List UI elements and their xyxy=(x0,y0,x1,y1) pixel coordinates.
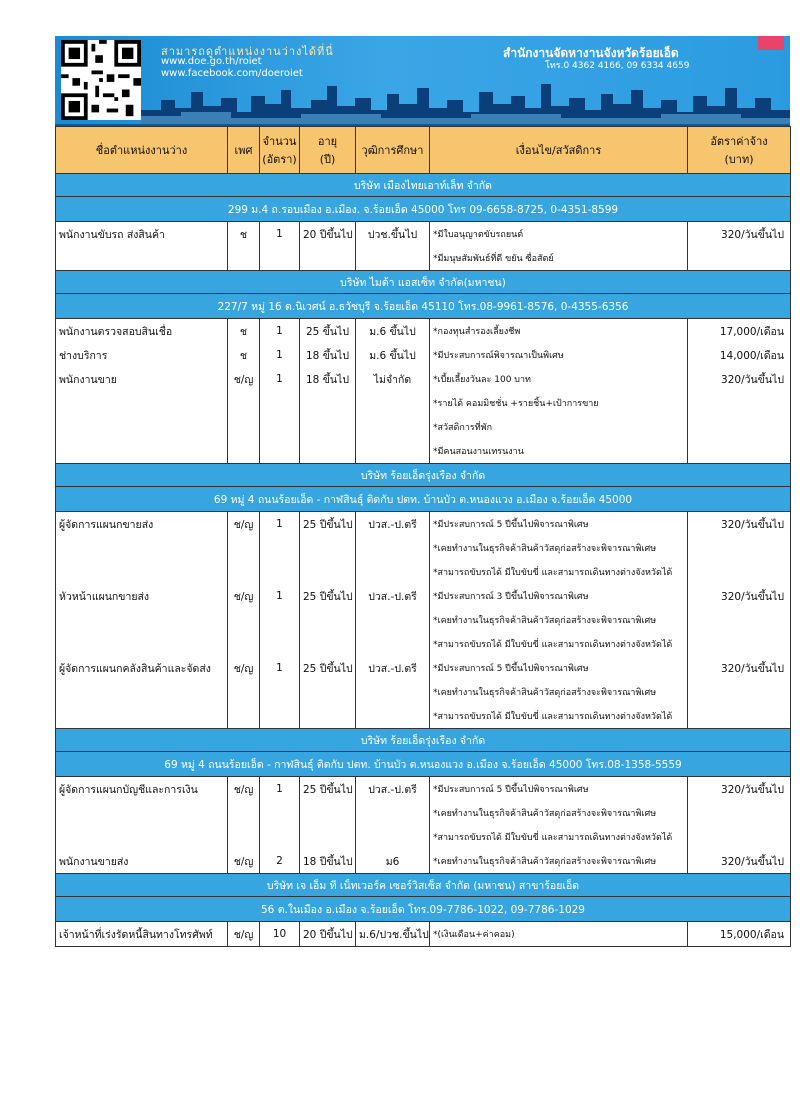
cell-education xyxy=(356,632,430,656)
cell-age: 18 ปีขึ้นไป xyxy=(300,849,356,874)
cell-position: เจ้าหน้าที่เร่งรัดหนี้สินทางโทรศัพท์ xyxy=(56,922,228,947)
cell-sex: ช/ญ xyxy=(228,367,260,391)
header-sex: เพศ xyxy=(228,127,260,174)
cell-age: 18 ขึ้นไป xyxy=(300,367,356,391)
company-name: บริษัท ไมด้า แอสเซ็ท จำกัด(มหาชน) xyxy=(56,271,791,294)
cell-benefit: *มีคนสอนงานเทรนงาน xyxy=(430,439,688,464)
cell-age xyxy=(300,439,356,464)
header-count: จำนวน (อัตรา) xyxy=(260,127,300,174)
cell-age xyxy=(300,704,356,729)
cell-count xyxy=(260,415,300,439)
cell-age xyxy=(300,632,356,656)
cell-wage: 320/วันขึ้นไป xyxy=(688,777,791,802)
company-address-row xyxy=(56,487,791,512)
company-address: 56 ต.ในเมือง อ.เมือง จ.ร้อยเอ็ด โทร.09-7786-1022, 09-7786-1029 xyxy=(56,897,791,922)
cell-position: หัวหน้าแผนกขายส่ง xyxy=(56,584,228,608)
table-row xyxy=(56,222,791,247)
header-benefits: เงื่อนไข/สวัสดิการ xyxy=(430,127,688,174)
cell-position: ผู้จัดการแผนกขายส่ง xyxy=(56,512,228,537)
table-row xyxy=(56,632,791,656)
cell-sex xyxy=(228,439,260,464)
cell-education: ม.6 ขึ้นไป xyxy=(356,343,430,367)
table-header xyxy=(56,127,791,174)
table-row xyxy=(56,656,791,680)
table-row xyxy=(56,367,791,391)
cell-sex xyxy=(228,632,260,656)
table-row xyxy=(56,584,791,608)
cell-count: 10 xyxy=(260,922,300,947)
cell-count xyxy=(260,560,300,584)
cell-count: 1 xyxy=(260,777,300,802)
cell-education xyxy=(356,415,430,439)
cell-benefit: *มีประสบการณ์พิจารณาเป็นพิเศษ xyxy=(430,343,688,367)
cell-wage xyxy=(688,704,791,729)
cell-sex: ช xyxy=(228,319,260,344)
cell-count: 1 xyxy=(260,584,300,608)
cell-sex xyxy=(228,536,260,560)
cell-count: 2 xyxy=(260,849,300,874)
cell-wage xyxy=(688,391,791,415)
cell-education xyxy=(356,680,430,704)
cell-count: 1 xyxy=(260,343,300,367)
cell-count: 1 xyxy=(260,319,300,344)
cell-age xyxy=(300,415,356,439)
cell-benefit: *สามารถขับรถได้ มีใบขับขี่ และสามารถเดินทางต่างจังหวัดได้ xyxy=(430,825,688,849)
cell-sex: ช xyxy=(228,222,260,247)
cell-wage xyxy=(688,825,791,849)
cell-position xyxy=(56,801,228,825)
cell-education: ไม่จำกัด xyxy=(356,367,430,391)
qr-code-icon xyxy=(61,40,141,120)
table-row xyxy=(56,343,791,367)
table-row xyxy=(56,922,791,947)
cell-education xyxy=(356,801,430,825)
cell-position xyxy=(56,704,228,729)
header-age: อายุ (ปี) xyxy=(300,127,356,174)
cell-position: ผู้จัดการแผนกคลังสินค้าและจัดส่ง xyxy=(56,656,228,680)
cell-education: ม.6/ปวช.ขึ้นไป xyxy=(356,922,430,947)
header-position: ชื่อตำแหน่งงานว่าง xyxy=(56,127,228,174)
cell-wage xyxy=(688,632,791,656)
cell-benefit: *รายได้ คอมมิชชั่น +รายชิ้น+เป้าการขาย xyxy=(430,391,688,415)
cell-wage xyxy=(688,536,791,560)
cell-age: 25 ปีขึ้นไป xyxy=(300,777,356,802)
cell-count: 1 xyxy=(260,512,300,537)
cell-age: 25 ปีขึ้นไป xyxy=(300,656,356,680)
company-address: 227/7 หมู่ 16 ต.นิเวศน์ อ.ธวัชบุรี จ.ร้อยเอ็ด 45110 โทร.08-9961-8576, 0-4355-6356 xyxy=(56,294,791,319)
cell-age: 18 ขึ้นไป xyxy=(300,343,356,367)
cell-sex xyxy=(228,825,260,849)
cell-count xyxy=(260,608,300,632)
cell-education: ปวส.-ป.ตรี xyxy=(356,656,430,680)
cell-benefit: *เคยทำงานในธุรกิจค้าสินค้าวัสดุก่อสร้างจะพิจารณาพิเศษ xyxy=(430,849,688,874)
cell-count xyxy=(260,439,300,464)
cell-benefit: *กองทุนสำรองเลี้ยงชีพ xyxy=(430,319,688,344)
cell-education xyxy=(356,246,430,271)
company-name: บริษัท เจ เอ็ม ที เน็ทเวอร์ค เซอร์วิสเซ็ส จำกัด (มหาชน) สาขาร้อยเอ็ด xyxy=(56,874,791,897)
cell-wage xyxy=(688,608,791,632)
company-name-row xyxy=(56,174,791,197)
banner-accent-block xyxy=(758,36,784,50)
cell-sex xyxy=(228,246,260,271)
banner-website-link[interactable]: www.doe.go.th/roiet xyxy=(161,56,262,67)
cell-sex xyxy=(228,415,260,439)
table-row xyxy=(56,825,791,849)
table-row xyxy=(56,246,791,271)
table-row xyxy=(56,680,791,704)
cell-wage: 14,000/เดือน xyxy=(688,343,791,367)
cell-age: 25 ปีขึ้นไป xyxy=(300,584,356,608)
cell-education: ปวส.-ป.ตรี xyxy=(356,584,430,608)
cell-sex: ช xyxy=(228,343,260,367)
cell-sex: ช/ญ xyxy=(228,922,260,947)
banner-office-phone: โทร.0 4362 4166, 09 6334 4659 xyxy=(545,61,690,71)
cell-position xyxy=(56,391,228,415)
company-name-row xyxy=(56,464,791,487)
table-row xyxy=(56,704,791,729)
table-row xyxy=(56,536,791,560)
cell-position: พนักงานตรวจสอบสินเชื่อ xyxy=(56,319,228,344)
banner-left-title: สามารถดูตำแหน่งงานว่างได้ที่นี่ xyxy=(161,45,334,58)
company-name-row xyxy=(56,271,791,294)
cell-education: ปวส.-ป.ตรี xyxy=(356,512,430,537)
cell-wage: 320/วันขึ้นไป xyxy=(688,584,791,608)
table-row xyxy=(56,319,791,344)
table-row xyxy=(56,849,791,874)
company-name-row xyxy=(56,729,791,752)
cell-wage xyxy=(688,680,791,704)
cell-wage: 320/วันขึ้นไป xyxy=(688,222,791,247)
cell-benefit: *มีประสบการณ์ 5 ปีขึ้นไปพิจารณาพิเศษ xyxy=(430,777,688,802)
cell-position xyxy=(56,415,228,439)
company-address-row xyxy=(56,197,791,222)
cell-benefit: *สามารถขับรถได้ มีใบขับขี่ และสามารถเดินทางต่างจังหวัดได้ xyxy=(430,632,688,656)
cell-age xyxy=(300,608,356,632)
header-banner xyxy=(55,36,790,126)
cell-education xyxy=(356,608,430,632)
cell-education xyxy=(356,391,430,415)
cell-sex xyxy=(228,704,260,729)
cell-position: ช่างบริการ xyxy=(56,343,228,367)
cell-wage: 320/วันขึ้นไป xyxy=(688,512,791,537)
table-row xyxy=(56,560,791,584)
cell-wage: 15,000/เดือน xyxy=(688,922,791,947)
cell-count xyxy=(260,246,300,271)
cell-position xyxy=(56,825,228,849)
cell-count xyxy=(260,801,300,825)
cell-education: ปวส.-ป.ตรี xyxy=(356,777,430,802)
cell-position xyxy=(56,246,228,271)
cell-education xyxy=(356,560,430,584)
table-row xyxy=(56,415,791,439)
cell-position xyxy=(56,608,228,632)
cell-age: 25 ปีขึ้นไป xyxy=(300,512,356,537)
table-row xyxy=(56,439,791,464)
cell-education: ม6 xyxy=(356,849,430,874)
cell-sex xyxy=(228,560,260,584)
cell-wage xyxy=(688,801,791,825)
company-address-row xyxy=(56,897,791,922)
header-education: วุฒิการศึกษา xyxy=(356,127,430,174)
cell-count xyxy=(260,680,300,704)
cell-position xyxy=(56,536,228,560)
header-wage: อัตราค่าจ้าง (บาท) xyxy=(688,127,791,174)
cell-position xyxy=(56,439,228,464)
cell-benefit: *เคยทำงานในธุรกิจค้าสินค้าวัสดุก่อสร้างจะพิจารณาพิเศษ xyxy=(430,680,688,704)
cell-count xyxy=(260,391,300,415)
table-row xyxy=(56,512,791,537)
company-name: บริษัท ร้อยเอ็ดรุ่งเรือง จำกัด xyxy=(56,464,791,487)
cell-benefit: *มีใบอนุญาตขับรถยนต์ xyxy=(430,222,688,247)
cell-count xyxy=(260,632,300,656)
cell-sex: ช/ญ xyxy=(228,584,260,608)
cell-education xyxy=(356,536,430,560)
cell-age xyxy=(300,680,356,704)
company-name: บริษัท ร้อยเอ็ดรุ่งเรือง จำกัด xyxy=(56,729,791,752)
cell-benefit: *เคยทำงานในธุรกิจค้าสินค้าวัสดุก่อสร้างจะพิจารณาพิเศษ xyxy=(430,536,688,560)
cell-age: 25 ขึ้นไป xyxy=(300,319,356,344)
cell-benefit: *มีมนุษสัมพันธ์ที่ดี ขยัน ซื่อสัตย์ xyxy=(430,246,688,271)
cell-age: 20 ปีขึ้นไป xyxy=(300,922,356,947)
job-listing-page xyxy=(55,36,790,947)
table-row xyxy=(56,777,791,802)
cell-position xyxy=(56,560,228,584)
cell-count xyxy=(260,536,300,560)
cell-age xyxy=(300,536,356,560)
cell-position xyxy=(56,680,228,704)
cell-position xyxy=(56,632,228,656)
cell-education xyxy=(356,825,430,849)
cell-benefit: *เคยทำงานในธุรกิจค้าสินค้าวัสดุก่อสร้างจะพิจารณาพิเศษ xyxy=(430,608,688,632)
company-name-row xyxy=(56,874,791,897)
cell-sex: ช/ญ xyxy=(228,512,260,537)
cell-benefit: *สามารถขับรถได้ มีใบขับขี่ และสามารถเดินทางต่างจังหวัดได้ xyxy=(430,704,688,729)
cell-age xyxy=(300,391,356,415)
banner-office-title: สำนักงานจัดหางานจังหวัดร้อยเอ็ด xyxy=(503,46,679,60)
cell-wage: 320/วันขึ้นไป xyxy=(688,849,791,874)
cell-count: 1 xyxy=(260,656,300,680)
cell-benefit: *สามารถขับรถได้ มีใบขับขี่ และสามารถเดินทางต่างจังหวัดได้ xyxy=(430,560,688,584)
cell-wage xyxy=(688,246,791,271)
company-address: 69 หมู่ 4 ถนนร้อยเอ็ด - กาฬสินธุ์ ติดกับ ปตท. บ้านบัว ต.หนองแวง อ.เมือง จ.ร้อยเอ็ด 45000 xyxy=(56,487,791,512)
cell-position: ผู้จัดการแผนกบัญชีและการเงิน xyxy=(56,777,228,802)
table-row xyxy=(56,608,791,632)
cell-sex xyxy=(228,680,260,704)
cell-benefit: *มีประสบการณ์ 5 ปีขึ้นไปพิจารณาพิเศษ xyxy=(430,512,688,537)
cell-education: ม.6 ขึ้นไป xyxy=(356,319,430,344)
cell-benefit: *มีประสบการณ์ 3 ปีขึ้นไปพิจารณาพิเศษ xyxy=(430,584,688,608)
banner-facebook-link[interactable]: www.facebook.com/doeroiet xyxy=(161,68,303,79)
cell-position: พนักงานขับรถ ส่งสินค้า xyxy=(56,222,228,247)
cell-age xyxy=(300,246,356,271)
company-address-row xyxy=(56,294,791,319)
cell-count xyxy=(260,825,300,849)
cell-wage: 320/วันขึ้นไป xyxy=(688,367,791,391)
cell-wage xyxy=(688,439,791,464)
cell-sex xyxy=(228,608,260,632)
cell-benefit: *เบี้ยเลี้ยงวันละ 100 บาท xyxy=(430,367,688,391)
company-address: 299 ม.4 ถ.รอบเมือง อ.เมือง. จ.ร้อยเอ็ด 45000 โทร 09-6658-8725, 0-4351-8599 xyxy=(56,197,791,222)
company-address: 69 หมู่ 4 ถนนร้อยเอ็ด - กาฬสินธุ์ ติดกับ ปตท. บ้านบัว ต.หนองแวง อ.เมือง จ.ร้อยเอ็ด 45000 โทร.08-1358-5559 xyxy=(56,752,791,777)
cell-age xyxy=(300,560,356,584)
cell-age xyxy=(300,825,356,849)
cell-position: พนักงานขายส่ง xyxy=(56,849,228,874)
city-skyline-graphic xyxy=(141,78,790,124)
cell-sex: ช/ญ xyxy=(228,849,260,874)
company-address-row xyxy=(56,752,791,777)
table-row xyxy=(56,391,791,415)
cell-sex xyxy=(228,801,260,825)
cell-benefit: *สวัสดิการที่พัก xyxy=(430,415,688,439)
cell-education: ปวช.ขึ้นไป xyxy=(356,222,430,247)
cell-count xyxy=(260,704,300,729)
cell-wage: 17,000/เดือน xyxy=(688,319,791,344)
cell-sex xyxy=(228,391,260,415)
cell-benefit: *มีประสบการณ์ 5 ปีขึ้นไปพิจารณาพิเศษ xyxy=(430,656,688,680)
cell-sex: ช/ญ xyxy=(228,777,260,802)
table-body xyxy=(56,174,791,947)
cell-age xyxy=(300,801,356,825)
table-row xyxy=(56,801,791,825)
cell-wage xyxy=(688,415,791,439)
cell-education xyxy=(356,439,430,464)
cell-count: 1 xyxy=(260,367,300,391)
cell-position: พนักงานขาย xyxy=(56,367,228,391)
cell-education xyxy=(356,704,430,729)
cell-sex: ช/ญ xyxy=(228,656,260,680)
job-vacancy-table xyxy=(55,126,791,947)
cell-age: 20 ปีขึ้นไป xyxy=(300,222,356,247)
cell-wage xyxy=(688,560,791,584)
cell-benefit: *เคยทำงานในธุรกิจค้าสินค้าวัสดุก่อสร้างจะพิจารณาพิเศษ xyxy=(430,801,688,825)
cell-wage: 320/วันขึ้นไป xyxy=(688,656,791,680)
company-name: บริษัท เมืองไทยเอาท์เล็ท จำกัด xyxy=(56,174,791,197)
cell-count: 1 xyxy=(260,222,300,247)
cell-benefit: *(เงินเดือน+ค่าคอม) xyxy=(430,922,688,947)
